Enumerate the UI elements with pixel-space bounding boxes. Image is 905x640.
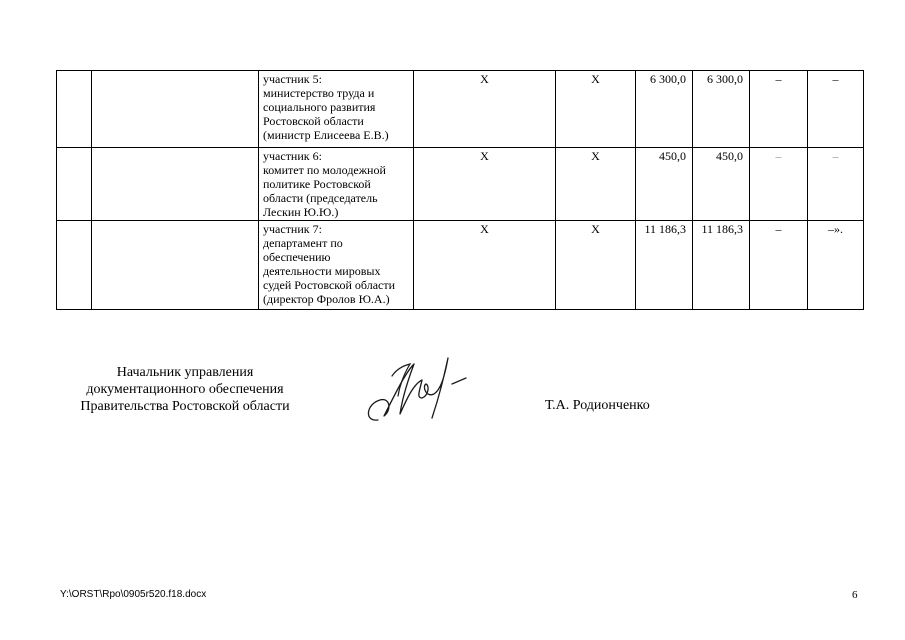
table-cell-dash: – — [750, 148, 808, 221]
participant-line: Ростовской области — [263, 114, 364, 128]
table-cell-dash: – — [750, 221, 808, 310]
table-cell-number — [57, 148, 92, 221]
table-cell-amount: 11 186,3 — [693, 221, 750, 310]
table-cell-program — [92, 71, 259, 148]
table-row — [57, 71, 864, 148]
table-cell-amount: 6 300,0 — [693, 71, 750, 148]
participant-line: социального развития — [263, 100, 376, 114]
position-line: документационного обеспечения — [86, 382, 284, 397]
participant-line: судей Ростовской области — [263, 278, 396, 292]
table-cell-code: X — [414, 221, 556, 310]
table-row — [57, 221, 864, 310]
participant-line: политике Ростовской — [263, 177, 371, 191]
table-cell-participant — [259, 221, 414, 310]
table-cell-code: X — [556, 148, 636, 221]
handwritten-signature — [356, 350, 476, 432]
table-cell-program — [92, 148, 259, 221]
participant-line: Лескин Ю.Ю.) — [263, 205, 339, 219]
table-cell-code: X — [414, 71, 556, 148]
table-cell-amount: 11 186,3 — [636, 221, 693, 310]
table-cell-number — [57, 221, 92, 310]
participant-line: обеспечению — [263, 250, 331, 264]
table-cell-participant — [259, 148, 414, 221]
participant-line: участник 6: — [263, 149, 322, 163]
participant-line: комитет по молодежной — [263, 163, 386, 177]
table-row — [57, 148, 864, 221]
table-cell-participant — [259, 71, 414, 148]
position-line: Начальник управления — [116, 365, 254, 380]
table-cell-code: X — [414, 148, 556, 221]
participant-line: (директор Фролов Ю.А.) — [263, 292, 390, 306]
position-line: Правительства Ростовской области — [80, 399, 290, 414]
participant-line: деятельности мировых — [263, 264, 381, 278]
table-cell-amount: 450,0 — [636, 148, 693, 221]
participant-line: участник 7: — [263, 222, 322, 236]
participant-line: участник 5: — [263, 72, 322, 86]
participant-line: департамент по — [263, 236, 343, 250]
page-number: 6 — [852, 589, 858, 601]
participant-line: министерство труда и — [263, 86, 375, 100]
table-cell-dash: – — [808, 71, 864, 148]
signatory-name: Т.А. Родионченко — [545, 398, 650, 413]
table-cell-amount: 6 300,0 — [636, 71, 693, 148]
table-cell-number — [57, 71, 92, 148]
table-cell-dash: –». — [808, 221, 864, 310]
table-cell-amount: 450,0 — [693, 148, 750, 221]
table-cell-dash: – — [750, 71, 808, 148]
table-cell-dash: – — [808, 148, 864, 221]
table-cell-program — [92, 221, 259, 310]
table-cell-code: X — [556, 71, 636, 148]
budget-table — [56, 70, 864, 310]
footer-file-path: Y:\ORST\Rpo\0905r520.f18.docx — [60, 589, 207, 600]
signatory-position — [54, 364, 316, 415]
participant-line: области (председатель — [263, 191, 378, 205]
participant-line: (министр Елисеева Е.В.) — [263, 128, 389, 142]
table-cell-code: X — [556, 221, 636, 310]
